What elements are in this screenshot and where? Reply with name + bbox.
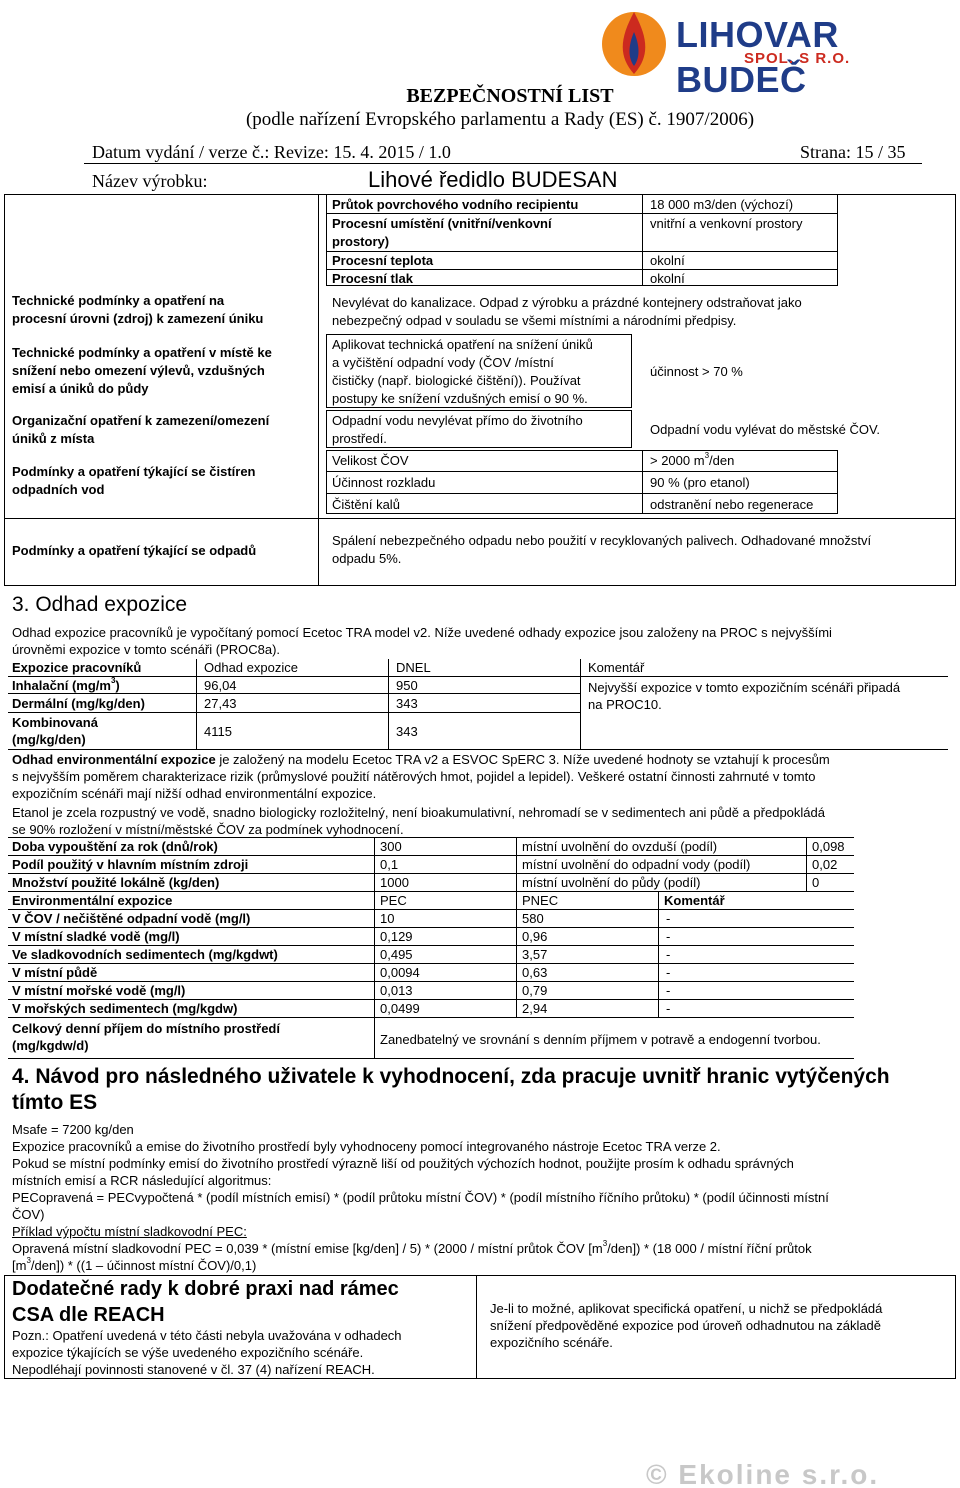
pec-row-label: V mořských sedimentech (mg/kgdw) (12, 1001, 238, 1016)
example-heading: Příklad výpočtu místní sladkovodní PEC: (12, 1224, 247, 1239)
waste-text: Spálení nebezpečného odpadu nebo použití v recyklovaných palivech. Odhadované množství odpadu 5%. (332, 533, 872, 566)
pec-value: 0,0094 (380, 965, 420, 980)
process-row-label: Průtok povrchového vodního recipientu (332, 197, 579, 212)
emis-label: Doba vypouštění za rok (dnů/rok) (12, 839, 218, 854)
good-practice-text: Je-li to možné, aplikovat specifická opatření, u nichž se předpokládá snížení předpověděné expozice pod úroveň odhadnutou na základě expozičního scénáře. (490, 1301, 883, 1350)
sec4-line3: PECopravená = PECvypočtená * (podíl místních emisí) * (podíl průtoku místní ČOV) * (podíl místního říčního průtoku) * (podíl účinnosti místní ČOV) (12, 1190, 829, 1222)
worker-row-value: 343 (396, 696, 418, 711)
sec3-intro: Odhad expozice pracovníků je vypočítaný pomocí Ecetoc TRA model v2. Níže uvedené odhady expozice jsou založeny na PROC s nejvyššími úrovněmi expozice v tomto scénáři (PROC8a). (12, 625, 832, 657)
product-label: Název výrobku: (92, 171, 208, 191)
good-practice-title: Dodatečné rady k dobré praxi nad rámec CSA dle REACH (12, 1278, 399, 1326)
emis-label2: místní uvolnění do odpadní vody (podíl) (522, 857, 751, 872)
logo-sub: SPOL. S R.O. (744, 50, 851, 67)
document-title: BEZPEČNOSTNÍ LIST (406, 85, 614, 107)
worker-head: Expozice pracovníků (12, 660, 142, 675)
pec-value: 0,495 (380, 947, 413, 962)
conditions-table-row-divider (4, 518, 956, 519)
page-number: Strana: 15 / 35 (800, 142, 906, 162)
wwtp-row-label: Velikost ČOV (332, 453, 409, 468)
pec-comment: - (666, 983, 671, 998)
wwtp-row-label: Čištění kalů (332, 497, 400, 512)
pec-value: 0,0499 (380, 1001, 420, 1016)
process-row-value: 18 000 m3/den (výchozí) (650, 197, 794, 212)
pec-head: PEC (380, 893, 407, 908)
process-row-label: Procesní tlak (332, 271, 413, 286)
worker-row-value: 4115 (204, 724, 232, 739)
wwtp-label: Podmínky a opatření týkající se čistíren odpadních vod (12, 464, 256, 497)
emis-value2: 0,098 (812, 839, 845, 854)
pec-row-label: V místní mořské vodě (mg/l) (12, 983, 186, 998)
pnec-value: 580 (522, 911, 544, 926)
worker-row-value: 950 (396, 678, 418, 693)
worker-row-value: 343 (396, 724, 418, 739)
process-row-value: okolní (650, 271, 685, 286)
worker-head: DNEL (396, 660, 431, 675)
emis-value: 1000 (380, 875, 409, 890)
pnec-value: 2,94 (522, 1001, 548, 1016)
pec-comment: - (666, 911, 671, 926)
process-row-label: prostory) (332, 234, 390, 249)
tech-site-label: Technické podmínky a opatření v místě ke snížení nebo omezení výlevů, vzdušných emisí a úniků do půdy (12, 345, 272, 396)
emis-value2: 0,02 (812, 857, 838, 872)
org-measures-value: Odpadní vodu vylévat do městské ČOV. (650, 422, 881, 437)
emis-value: 0,1 (380, 857, 399, 872)
pec-comment: - (666, 929, 671, 944)
worker-row-value: 27,43 (204, 696, 237, 711)
tech-site-text: Aplikovat technická opatření na snížení úniků a vyčištění odpadní vody (ČOV /místní čističky (např. biologické čištění)). Používat postupy ke snížení vzdušných emisí o 90 %. (332, 337, 593, 406)
intake-text: Zanedbatelný ve srovnání s denním příjmem v potravě a endogenní tvorbou. (380, 1032, 821, 1047)
process-row-label: Procesní umístění (vnitřní/venkovní (332, 216, 552, 231)
worker-row-label: Dermální (mg/kg/den) (12, 696, 145, 711)
emis-label: Podíl použitý v hlavním místním zdroji (12, 857, 249, 872)
worker-row-value: 96,04 (204, 678, 237, 693)
pec-head: PNEC (522, 893, 559, 908)
process-row-value: okolní (650, 253, 685, 268)
pec-row-label: V místní sladké vodě (mg/l) (12, 929, 180, 944)
org-measures-text: Odpadní vodu nevylévat přímo do životního prostředí. (332, 413, 583, 446)
tech-site-value: účinnost > 70 % (650, 364, 743, 379)
pec-row-label: V místní půdě (12, 965, 98, 980)
issue-date: Datum vydání / verze č.: Revize: 15. 4. 2015 / 1.0 (92, 142, 451, 162)
pec-head: Environmentální expozice (12, 893, 173, 908)
pec-head: Komentář (664, 893, 725, 908)
emis-label2: místní uvolnění do půdy (podíl) (522, 875, 701, 890)
worker-head: Odhad expozice (204, 660, 298, 675)
header-divider (84, 163, 922, 164)
logo-brand: LIHOVAR BUDEČ (676, 14, 839, 100)
etanol-text: Etanol je zcela rozpustný ve vodě, snadno biologicky rozložitelný, není bioakumulativní, nehromadí se v sedimentech ani půdě a předpokládá se 90% rozložení v místní/městské ČOV za podmínek vyhodnocení. (12, 805, 825, 837)
section-3-title: 3. Odhad expozice (12, 593, 188, 616)
pec-value: 0,013 (380, 983, 413, 998)
worker-row-label: Inhalační $(mg/m^3)$ (12, 676, 120, 693)
pec-value: 10 (380, 911, 395, 926)
emis-value: 300 (380, 839, 402, 854)
intake-label: Celkový denní příjem do místního prostředí (mg/kgdw/d) (12, 1021, 280, 1053)
worker-head: Komentář (588, 660, 645, 675)
pec-comment: - (666, 947, 671, 962)
conditions-table-divider (318, 194, 319, 586)
sec4-line2: Pokud se místní podmínky emisí do životního prostředí výrazně liší od použitých výchozích hodnot, použijte prosím k odhadu správných místních emisí a RCR následující algoritmus: (12, 1156, 794, 1188)
process-row-value: vnitřní a venkovní prostory (650, 216, 803, 231)
pec-comment: - (666, 965, 671, 980)
wwtp-row-value: odstranění nebo regenerace (650, 497, 814, 512)
pec-row-label: V ČOV / nečištěné odpadní vodě (mg/l) (12, 911, 251, 926)
section-4-title: 4. Návod pro následného uživatele k vyhodnocení, zda pracuje uvnitř hranic vytýčených tímto ES (12, 1065, 890, 1114)
emis-value2: 0 (812, 875, 820, 890)
worker-row-label: Kombinovaná (mg/kg/den) (12, 715, 98, 747)
sec4-line1: Expozice pracovníků a emise do životního prostředí byly vyhodnoceny pomocí integrovaného nástroje Ecetoc TRA verze 2. (12, 1139, 721, 1154)
wwtp-row-value: 90 % (pro etanol) (650, 475, 750, 490)
pnec-value: 0,96 (522, 929, 548, 944)
emis-label2: místní uvolnění do ovzduší (podíl) (522, 839, 718, 854)
waste-label: Podmínky a opatření týkající se odpadů (12, 543, 257, 558)
pec-row-label: Ve sladkovodních sedimentech (mg/kgdwt) (12, 947, 278, 962)
tech-source-text: Nevylévat do kanalizace. Odpad z výrobku a prázdné kontejnery odstraňovat jako nebezpečný odpad v souladu se všemi místními a národními předpisy. (332, 295, 802, 328)
org-measures-label: Organizační opatření k zamezení/omezení úniků z místa (12, 413, 270, 446)
product-name: Lihové ředidlo BUDESAN (368, 167, 618, 192)
pnec-value: 3,57 (522, 947, 548, 962)
worker-comment: Nejvyšší expozice v tomto expozičním scénáři připadá na PROC10. (588, 680, 901, 712)
pec-value: 0,129 (380, 929, 413, 944)
example-formula: Opravená místní sladkovodní PEC = 0,039 * (místní emise [kg/den] / 5) * (2000 / místní průtok ČOV $[m^3/den]) * (18$ 000 / místní říční průtok $[m^3/den]) * ((1$ – účinnost místní ČOV)/0,1) (12, 1239, 812, 1273)
wwtp-row-value: > 2000 $m^3$/den (650, 451, 735, 468)
process-row-label: Procesní teplota (332, 253, 434, 268)
emis-label: Množství použité lokálně (kg/den) (12, 875, 220, 890)
env-intro: Odhad environmentální expozice je založený na modelu Ecetoc TRA v2 a ESVOC SpERC 3. Níže uvedené hodnoty se vztahují k procesům s nejvyšším poměrem charakterizace rizik (průmyslové použití nátěrových hmot, pojidel a lepidel). Veškeré ostatní činnosti zahrnuté v tomto expozičním scénáři mají nižší odhad environmentální expozice. (12, 752, 830, 801)
tech-source-label: Technické podmínky a opatření na procesní úrovni (zdroj) k zamezení úniku (12, 293, 264, 326)
pec-comment: - (666, 1001, 671, 1016)
wwtp-row-label: Účinnost rozkladu (332, 475, 436, 490)
msafe: Msafe = 7200 kg/den (12, 1122, 134, 1137)
pnec-value: 0,79 (522, 983, 548, 998)
pnec-value: 0,63 (522, 965, 548, 980)
document-subtitle: (podle nařízení Evropského parlamentu a Rady (ES) č. 1907/2006) (245, 109, 755, 130)
good-practice-note: Pozn.: Opatření uvedená v této části nebyla uvažována v odhadech expozice týkajících se výše uvedeného expozičního scénáře. Nepodléhají povinnosti stanovené v čl. 37 (4) nařízení REACH. (12, 1328, 402, 1377)
watermark: © Ekoline s.r.o. (646, 1459, 880, 1488)
